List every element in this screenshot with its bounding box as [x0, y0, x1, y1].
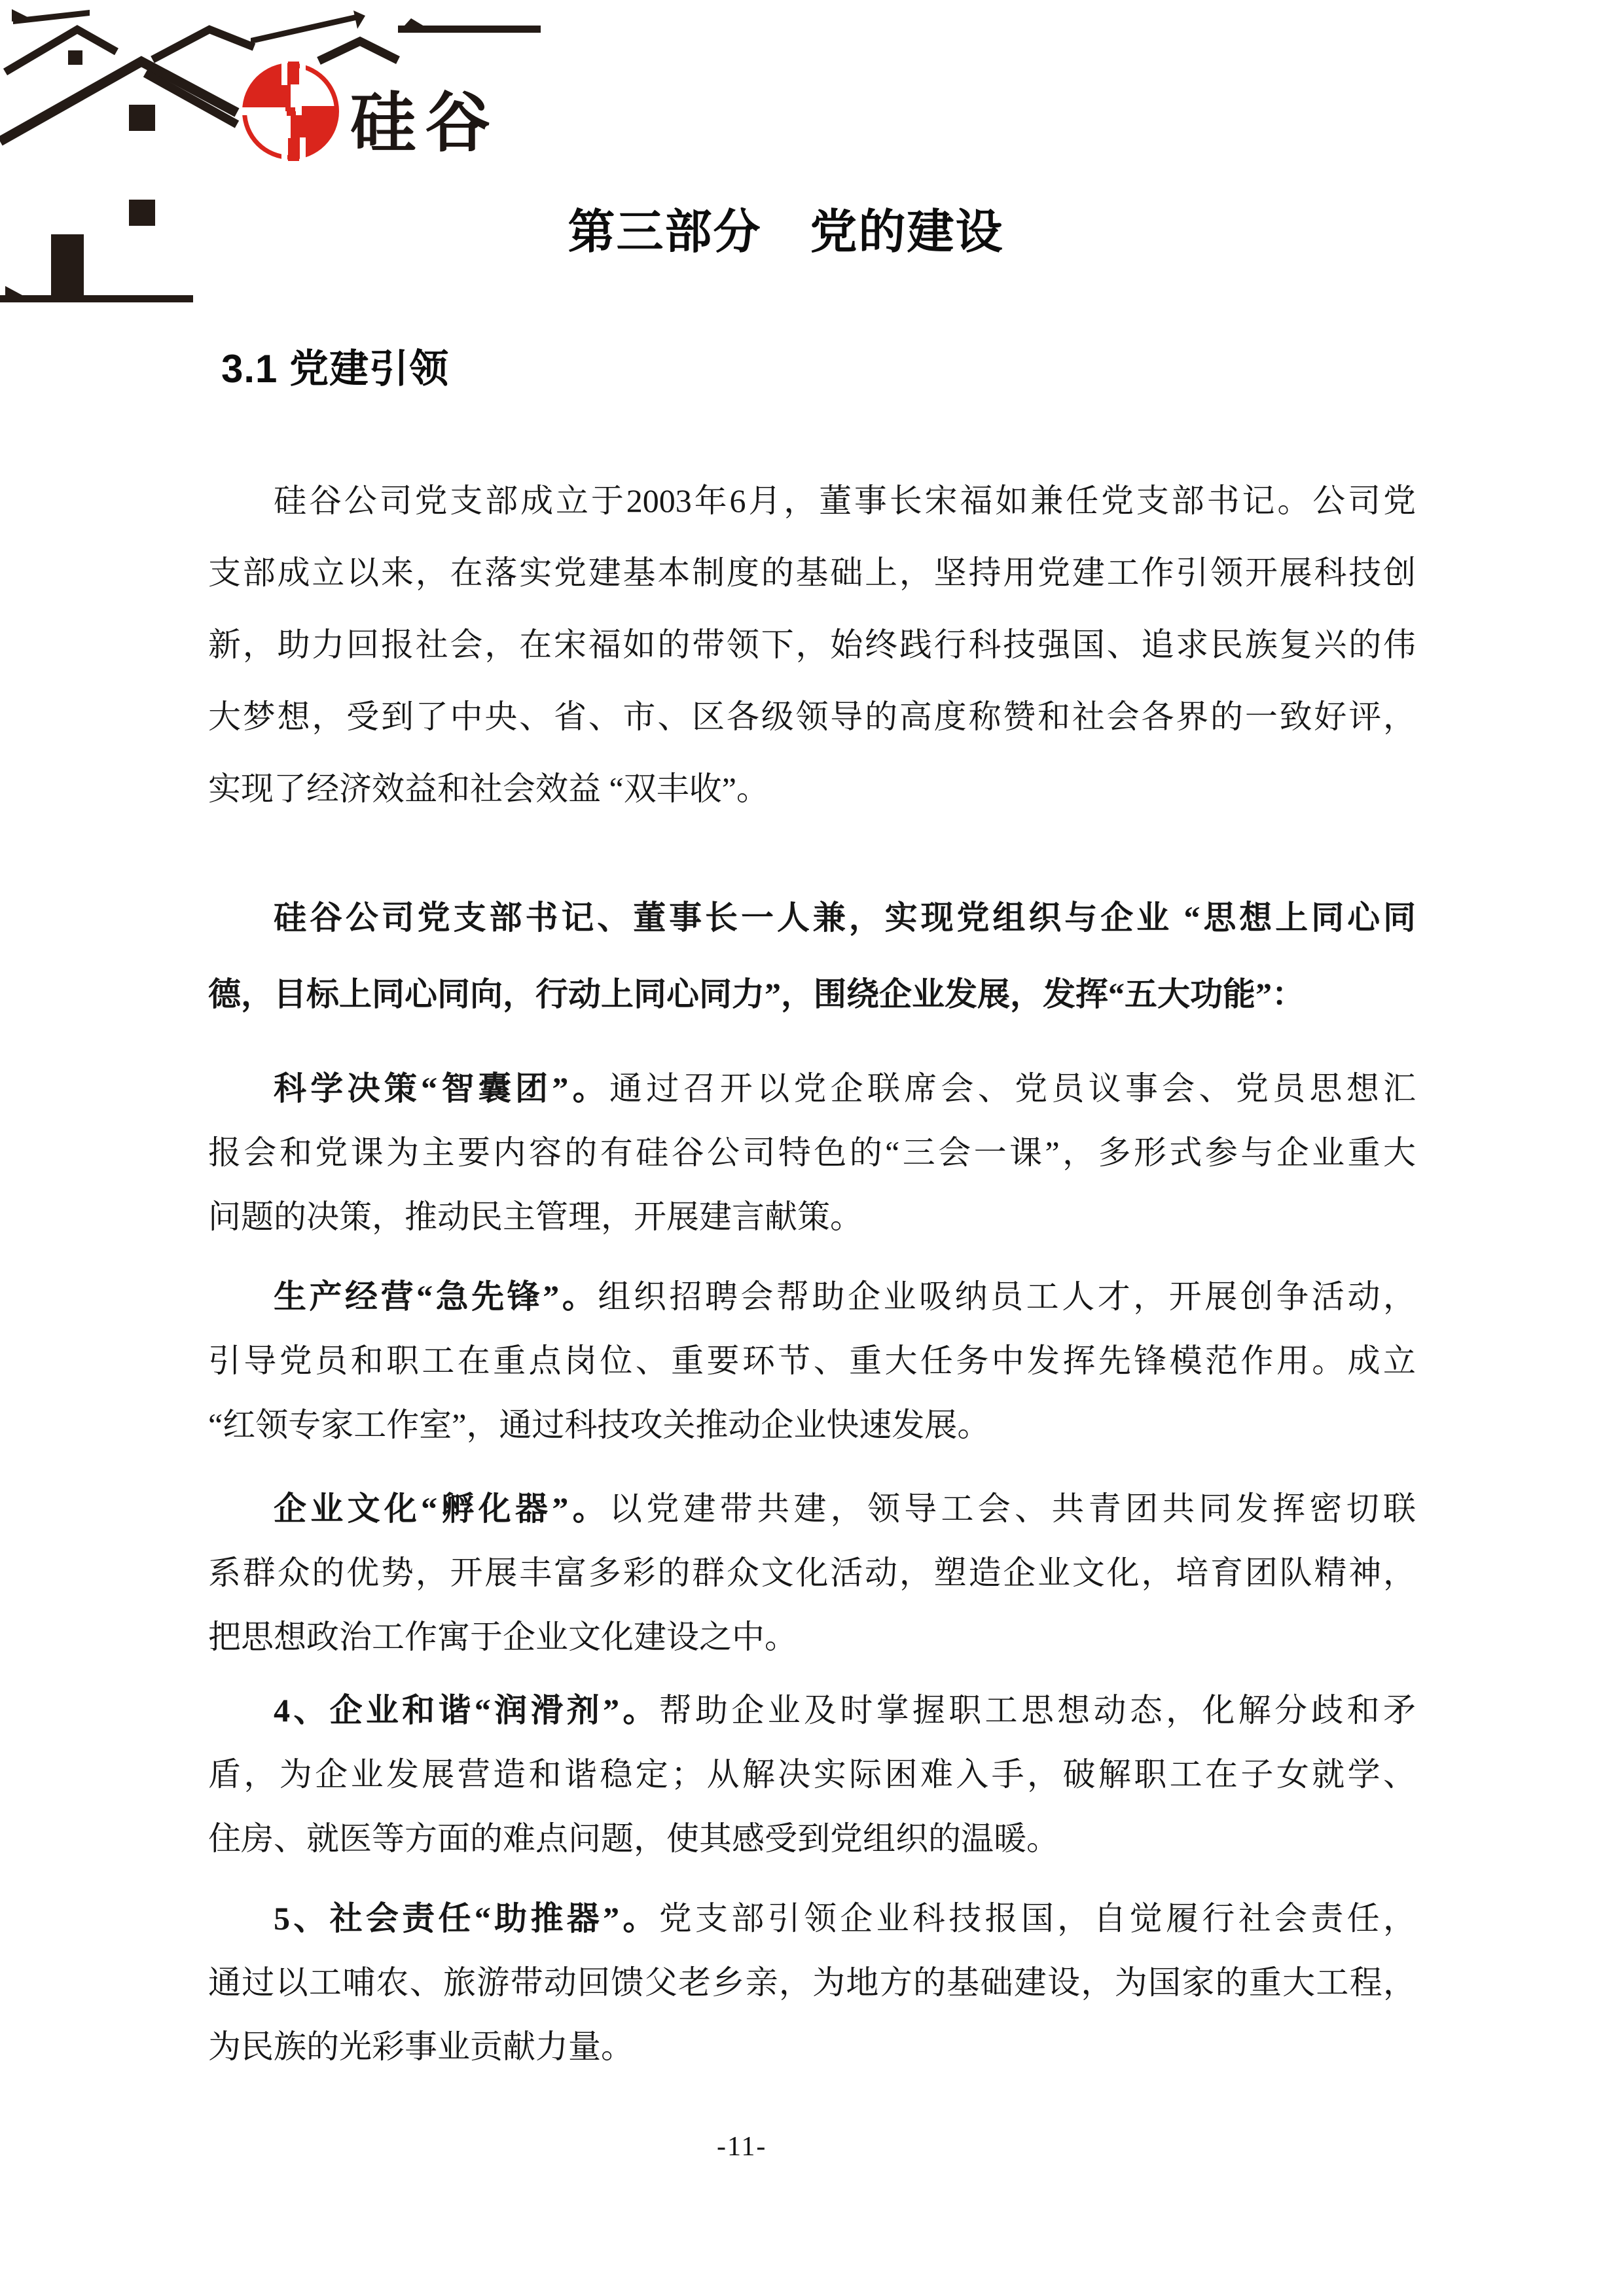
text-line: [208, 609, 1416, 681]
paragraph: [208, 1886, 1416, 2079]
line-text: 引导党员和职工在重点岗位、重要环节、重大任务中发挥先锋模范作用。成立: [208, 1342, 1416, 1379]
bold-lead: 5、社会责任“助推器”。: [274, 1900, 659, 1937]
line-text: 通过以工哺农、旅游带动回馈父老乡亲，为地方的基础建设，为国家的重大工程，: [208, 1964, 1416, 2001]
text-line: [208, 1806, 1416, 1871]
bold-lead: 4、企业和谐“润滑剂”。: [274, 1692, 659, 1729]
text-line: [208, 1605, 1416, 1669]
line-text: 为民族的光彩事业贡献力量。: [208, 2028, 634, 2065]
bold-lead: 生产经营“急先锋”。: [274, 1278, 598, 1315]
line-text: 支部成立以来，在落实党建基本制度的基础上，坚持用党建工作引领开展科技创: [208, 554, 1416, 591]
line-text: 把思想政治工作寓于企业文化建设之中。: [208, 1619, 797, 1655]
text-line: [208, 1121, 1416, 1185]
paragraph: [208, 465, 1416, 825]
text-line: [208, 1742, 1416, 1806]
line-text: 报会和党课为主要内容的有硅谷公司特色的“三会一课”，多形式参与企业重大: [208, 1134, 1416, 1171]
line-text: 系群众的优势，开展丰富多彩的群众文化活动，塑造企业文化，培育团队精神，: [208, 1554, 1416, 1591]
line-text: 帮助企业及时掌握职工思想动态，化解分歧和矛: [659, 1692, 1416, 1729]
text-line: [208, 465, 1416, 537]
text-line: [208, 1678, 1416, 1742]
logo-wordmark: 硅谷: [350, 86, 499, 160]
line-text: 盾，为企业发展营造和谐稳定；从解决实际困难入手，破解职工在子女就学、: [208, 1756, 1416, 1793]
text-line: [208, 753, 1416, 825]
paragraph: [208, 1056, 1416, 1249]
bold-lead: 硅谷公司党支部书记、董事长一人兼，实现党组织与企业 “思想上同心同: [274, 899, 1416, 936]
line-text: 住房、就医等方面的难点问题，使其感受到党组织的温暖。: [208, 1820, 1059, 1857]
line-text: “红领专家工作室”，通过科技攻关推动企业快速发展。: [208, 1407, 990, 1443]
text-line: [208, 956, 1416, 1033]
line-text: 硅谷公司党支部成立于2003年6月，董事长宋福如兼任党支部书记。公司党: [274, 482, 1416, 519]
doc-title: 第三部分 党的建设: [568, 206, 1004, 259]
paragraph: [208, 1477, 1416, 1669]
text-line: [208, 681, 1416, 753]
paragraph: [208, 1265, 1416, 1457]
line-text: 通过召开以党企联席会、党员议事会、党员思想汇: [609, 1070, 1416, 1107]
text-line: [208, 1541, 1416, 1605]
line-text: 以党建带共建，领导工会、共青团共同发挥密切联: [609, 1490, 1416, 1527]
text-line: [208, 1886, 1416, 1950]
text-line: [208, 1477, 1416, 1541]
bold-lead: 德，目标上同心同向，行动上同心同力”，围绕企业发展，发挥“五大功能”：: [208, 976, 1305, 1013]
line-text: 新，助力回报社会，在宋福如的带领下，始终践行科技强国、追求民族复兴的伟: [208, 626, 1416, 663]
text-line: [208, 1056, 1416, 1121]
text-line: [208, 2015, 1416, 2079]
text-line: [208, 1185, 1416, 1249]
paragraph: [208, 880, 1416, 1033]
section-heading: 3.1 党建引领: [221, 347, 450, 391]
line-text: 大梦想，受到了中央、省、市、区各级领导的高度称赞和社会各界的一致好评，: [208, 698, 1416, 735]
body-text: [208, 465, 1416, 2079]
s-emblem-icon: [240, 60, 339, 162]
line-text: 党支部引领企业科技报国，自觉履行社会责任，: [659, 1900, 1416, 1937]
text-line: [208, 537, 1416, 609]
bold-lead: 科学决策“智囊团”。: [274, 1070, 609, 1107]
text-line: [208, 1393, 1416, 1457]
text-line: [208, 1950, 1416, 2015]
bold-lead: 企业文化“孵化器”。: [274, 1490, 609, 1527]
line-text: 组织招聘会帮助企业吸纳员工人才，开展创争活动，: [598, 1278, 1416, 1315]
line-text: 实现了经济效益和社会效益 “双丰收”。: [208, 770, 769, 807]
page-number: -11-: [717, 2132, 767, 2162]
paragraph: [208, 1678, 1416, 1871]
text-line: [208, 880, 1416, 956]
text-line: [208, 1265, 1416, 1329]
text-line: [208, 1329, 1416, 1393]
line-text: 问题的决策，推动民主管理，开展建言献策。: [208, 1198, 863, 1235]
